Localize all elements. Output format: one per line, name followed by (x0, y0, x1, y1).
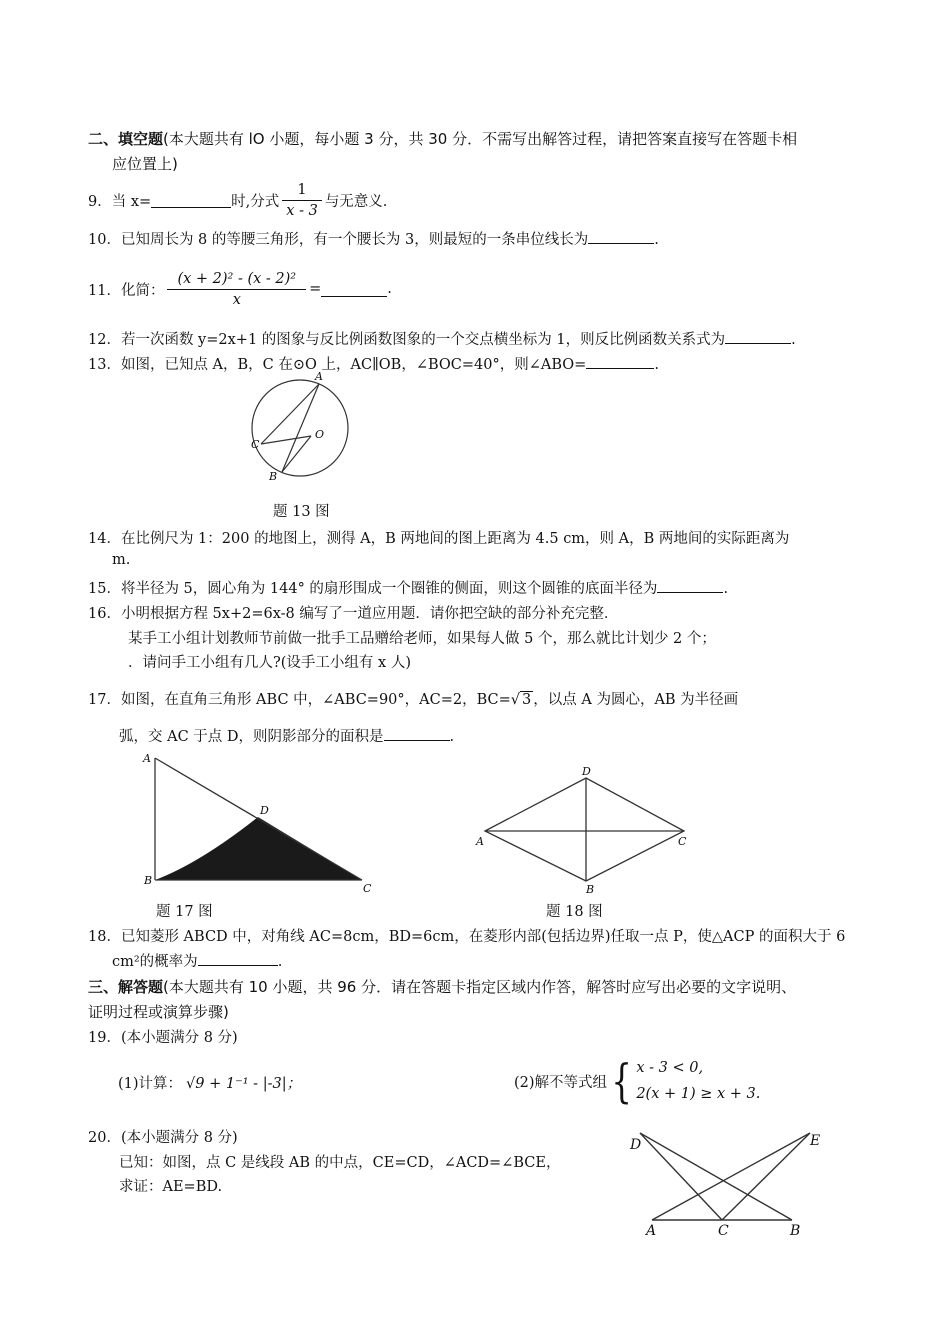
fig17-shaded-region (155, 817, 362, 880)
q18-end: . (277, 954, 283, 970)
q17-end: . (449, 729, 455, 745)
q11-equals: = (309, 281, 322, 297)
section-2-note: (本大题共有 lO 小题，每小题 3 分，共 30 分．不需写出解答过程，请把答案直接写在答题卡相 (163, 130, 798, 148)
section-3-heading (88, 976, 796, 997)
question-13 (88, 353, 659, 374)
question-12 (88, 328, 796, 349)
figure-17-triangle (140, 748, 380, 893)
fig17-label-a: A (143, 752, 151, 765)
question-10 (88, 228, 659, 249)
figure-18-rhombus (470, 765, 700, 895)
q16-line2: 某手工小组计划教师节前做一批手工品赠给老师，如果每人做 5 个，那么就比计划少 2 个； (128, 631, 716, 647)
q17-line1-post: ，以点 A 为圆心，AB 为半径画 (533, 692, 739, 708)
q19-brace: { (611, 1054, 632, 1108)
figure-18-caption: 题 18 图 (546, 904, 603, 920)
q17-sqrt-value: 3 (522, 692, 532, 708)
q15-end: . (723, 581, 729, 597)
fig20-label-d: D (630, 1137, 642, 1153)
q19-system (636, 1055, 760, 1107)
q17-line2: 弧，交 AC 于点 D，则阴影部分的面积是 (119, 729, 384, 745)
q19-part2-label: (2)解不等式组 (514, 1074, 608, 1091)
fig13-line-ac (261, 384, 319, 444)
q9-post: 与无意义. (324, 193, 388, 210)
question-18-cont (112, 950, 282, 971)
figure-13-caption: 题 13 图 (273, 504, 330, 520)
section-3-note-cont (88, 1001, 229, 1022)
fig18-label-b: B (586, 883, 595, 895)
q15-blank[interactable] (657, 578, 723, 593)
q19-title: 19．(本小题满分 8 分) (88, 1030, 238, 1046)
q19-part1-expr: √9 + 1⁻¹ - |-3|； (186, 1076, 302, 1092)
fig20-label-e: E (810, 1133, 821, 1149)
q20-prove: 求证：AE=BD. (119, 1179, 223, 1195)
q14-line1: 14．在比例尺为 1：200 的地图上，测得 A，B 两地间的图上距离为 4.5 cm，则 A，B 两地间的实际距离为 (88, 531, 790, 547)
q11-pre: 11．化简： (88, 282, 165, 299)
fig18-label-a: A (476, 835, 484, 848)
fig20-segment-dc (640, 1133, 722, 1220)
q19-part2 (514, 1055, 760, 1107)
q12-end: . (791, 332, 796, 348)
q9-fraction (282, 180, 322, 221)
q17-line1-pre: 17．如图，在直角三角形 ABC 中，∠ABC=90°，AC=2，BC= (88, 692, 511, 708)
q12-text: 12．若一次函数 y=2x+1 的图象与反比例函数图象的一个交点横坐标为 1，则反比例函数关系式为 (88, 332, 726, 348)
q9-denominator: x - 3 (286, 202, 318, 219)
question-17: 17．如图，在直角三角形 ABC 中，∠ABC=90°，AC=2，BC=√ 3 ，以点 A 为圆心，AB 为半径画 (88, 692, 739, 708)
q18-line1: 18．已知菱形 ABCD 中，对角线 AC=8cm，BD=6cm，在菱形内部(包括边界)任取一点 P，使△ACP 的面积大于 6 (88, 929, 846, 945)
q19-inequality-2: 2(x + 1) ≥ x + 3. (636, 1086, 761, 1102)
figure-20-triangles (620, 1125, 835, 1240)
fig13-line-ab (282, 384, 319, 472)
fig20-segment-ec (722, 1133, 810, 1220)
fig13-line-ob (282, 436, 311, 472)
q19-part1-label: (1)计算： (118, 1076, 183, 1092)
question-16 (88, 602, 618, 623)
q20-given: 已知：如图，点 C 是线段 AB 的中点，CE=CD，∠ACD=∠BCE， (119, 1155, 561, 1171)
q20-line1 (119, 1151, 560, 1172)
q16-line1: 16．小明根据方程 5x+2=6x-8 编写了一道应用题．请你把空缺的部分补充完整． (88, 606, 619, 622)
section-3-note-line2: 证明过程或演算步骤) (88, 1003, 229, 1021)
figure-17-caption: 题 17 图 (156, 904, 213, 920)
fig17-label-b: B (144, 874, 153, 887)
q16-line3: ．请问手工小组有几人?(设手工小组有 x 人) (128, 655, 411, 671)
q18-line2: cm²的概率为 (112, 954, 198, 970)
question-14-cont (112, 552, 130, 568)
fig17-label-c: C (363, 882, 372, 893)
fig13-label-c: C (251, 438, 260, 451)
fig20-label-b: B (790, 1223, 801, 1239)
section-2-note-line2: 应位置上) (112, 155, 178, 173)
section-3-title: 三、解答题 (88, 978, 164, 996)
q20-line2 (119, 1175, 222, 1196)
question-9 (88, 178, 387, 222)
figure-13-circle (245, 370, 355, 482)
q14-line2: m. (112, 552, 131, 568)
q10-text: 10．已知周长为 8 的等腰三角形，有一个腰长为 3，则最短的一条串位线长为 (88, 232, 589, 248)
q12-blank[interactable] (725, 329, 791, 344)
question-15 (88, 577, 728, 598)
fig13-label-o: O (315, 428, 325, 441)
fig13-line-co (261, 436, 311, 444)
q9-mid: 时,分式 (231, 193, 280, 210)
question-16-line2 (128, 627, 716, 648)
q11-end: . (387, 281, 392, 297)
q11-fraction (167, 269, 306, 310)
fig20-segment-ea (652, 1133, 810, 1220)
question-17-cont (119, 725, 454, 746)
fig13-label-a: A (315, 370, 323, 383)
fig17-label-d: D (260, 804, 269, 817)
q20-title: 20．(本小题满分 8 分) (88, 1130, 238, 1146)
question-18 (88, 925, 845, 946)
q11-numerator: (x + 2)² - (x - 2)² (167, 269, 306, 290)
fig20-segment-db (640, 1133, 792, 1220)
q19-inequality-1: x - 3 < 0, (636, 1060, 704, 1076)
question-16-line3 (128, 651, 411, 672)
q10-end: . (654, 232, 659, 248)
fig20-label-c: C (718, 1223, 729, 1239)
q18-blank[interactable] (198, 951, 278, 966)
q10-blank[interactable] (588, 229, 654, 244)
question-19 (88, 1026, 238, 1047)
question-20 (88, 1126, 238, 1147)
fig18-rhombus (485, 778, 684, 881)
q15-text: 15．将半径为 5，圆心角为 144° 的扇形围成一个圈锥的侧面，则这个圆锥的底面半径为 (88, 581, 658, 597)
fig13-label-b: B (269, 470, 278, 482)
section-3-note: (本大题共有 10 小题，共 96 分．请在答题卡指定区域内作答，解答时应写出必要的文字说明、 (163, 978, 797, 996)
section-2-heading (88, 128, 797, 149)
q13-blank[interactable] (586, 354, 654, 369)
q17-blank[interactable] (384, 726, 450, 741)
q9-blank[interactable] (151, 193, 231, 208)
section-2-title: 二、填空题 (88, 130, 164, 148)
q19-part1 (118, 1072, 301, 1093)
fig18-label-d: D (582, 765, 591, 778)
q13-end: . (654, 357, 659, 373)
q13-text: 13．如图，已知点 A，B，C 在⊙O 上，AC∥OB，∠BOC=40°，则∠ABO= (88, 357, 587, 373)
q9-numerator: 1 (282, 180, 322, 201)
q9-pre: 9．当 x= (88, 193, 152, 210)
q11-denominator: x (232, 291, 241, 308)
section-2-note-cont (112, 153, 178, 174)
q11-blank[interactable] (321, 282, 387, 297)
question-11 (88, 262, 392, 316)
fig20-label-a: A (646, 1223, 657, 1239)
question-14 (88, 527, 789, 548)
fig18-label-c: C (678, 835, 687, 848)
